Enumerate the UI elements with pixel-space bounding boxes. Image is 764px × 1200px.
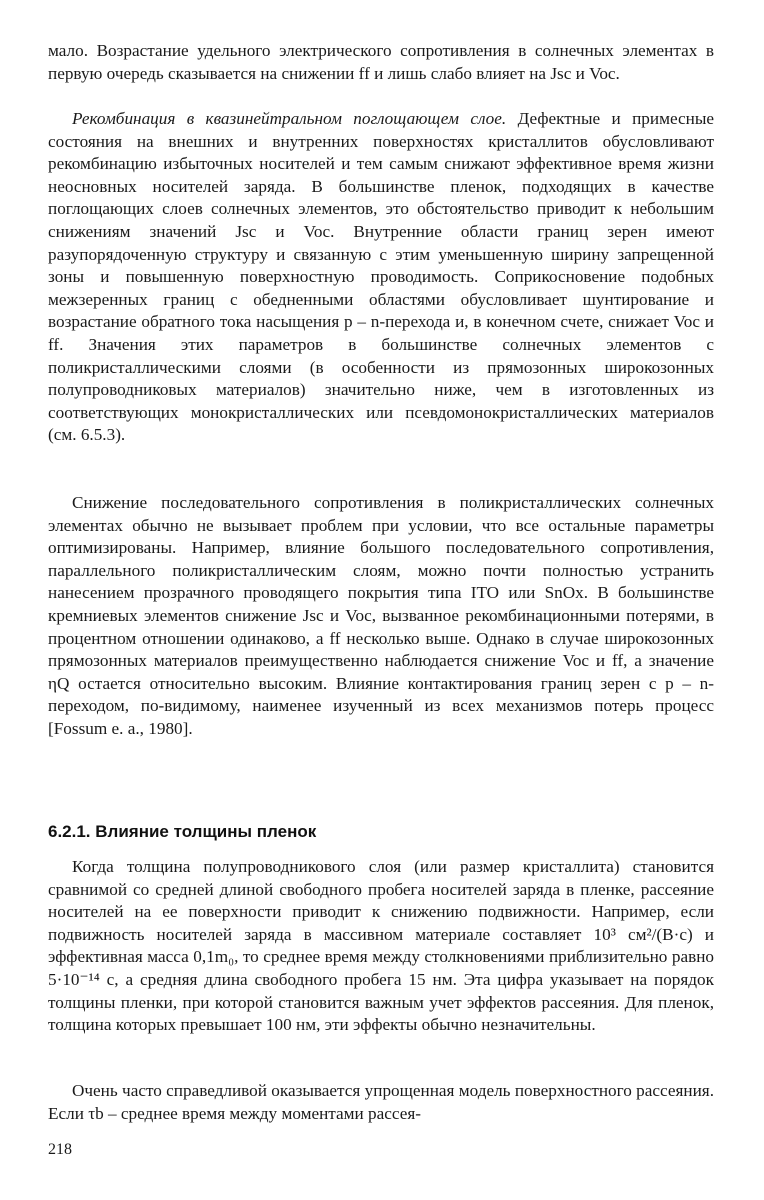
paragraph-thickness xyxy=(48,856,714,1037)
page-number: 218 xyxy=(48,1141,72,1158)
section-heading: 6.2.1. Влияние толщины пленок xyxy=(48,822,317,841)
paragraph-series-resistance xyxy=(48,492,714,741)
paragraph-2-lead: Рекомбинация в квазинейтральном поглощающем слое. xyxy=(72,109,507,128)
paragraph-scattering xyxy=(48,1080,714,1125)
paragraph-2 xyxy=(48,108,714,447)
paragraph-5: Очень часто справедливой оказывается упрощенная модель поверхностного рассеяния. Если τb – среднее время между моментами рассея- xyxy=(48,1081,714,1123)
paragraph-2-rest: Дефектные и примесные состояния на внешних и внутренних поверхностях кристаллитов обусловливают рекомбинацию избыточных носителей и тем самым снижают эффективное время жизни неосновных носителей заряда. В большинстве пленок, подходящих в качестве поглощающих слоев солнечных элементов, это обстоятельство приводит к небольшим снижениям значений Jsc и Voc. Внутренние области границ зерен имеют разупорядоченную структуру и связанную с этим уменьшенную ширину запрещенной зоны и повышенную поверхностную проводимость. Соприкосновение подобных межзеренных границ с обедненными областями обусловливает шунтирование и возрастание обратного тока насыщения p – n-перехода и, в конечном счете, снижает Voc и ff. Значения этих параметров в большинстве солнечных элементов с поликристаллическими слоями (в особенности из прямозонных широкозонных полупроводниковых материалов) значительно ниже, чем в изготовленных из соответствующих монокристаллических или псевдомонокристаллических материалов (см. 6.5.3). xyxy=(48,109,715,445)
paragraph-3: Снижение последовательного сопротивления в поликристаллических солнечных элементах обычно не вызывает проблем при условии, что все остальные параметры оптимизированы. Например, влияние большого последовательного сопротивления, параллельного поликристаллическим слоям, можно почти полностью устранить нанесением прозрачного проводящего покрытия типа ITO или SnOx. В большинстве кремниевых элементов снижение Jsc и Voc, вызванное рекомбинационными потерями, в процентном отношении одинаково, а ff несколько выше. Однако в случае широкозонных прямозонных материалов преимущественно наблюдается снижение Voc и ff, а значение ηQ остается относительно высоким. Влияние контактирования границ зерен с p – n-переходом, по-видимому, наименее изученный из всех механизмов потерь процесс [Fossum e. a., 1980]. xyxy=(48,493,714,738)
paragraph-4: Когда толщина полупроводникового слоя (или размер кристаллита) становится сравнимой со средней длиной свободного пробега носителей заряда в пленке, рассеяние носителей на ее поверхности приводит к снижению подвижности. Например, если подвижность носителей заряда в массивном материале составляет 10³ см²/(В·с) и эффективная масса 0,1m₀, то среднее время между столкновениями приблизительно равно 5·10⁻¹⁴ с, а средняя длина свободного пробега 15 нм. Эта цифра указывает на порядок толщины пленки, при которой становится важным учет эффектов рассеяния. Для пленок, толщина которых превышает 100 нм, эти эффекты обычно незначительны. xyxy=(48,857,714,1035)
paragraph-recombination xyxy=(48,108,714,447)
paragraph-1: мало. Возрастание удельного электрического сопротивления в солнечных элементах в первую очередь сказывается на снижении ff и лишь слабо влияет на Jsc и Voc. xyxy=(48,41,714,83)
paragraph-continued xyxy=(48,40,714,85)
